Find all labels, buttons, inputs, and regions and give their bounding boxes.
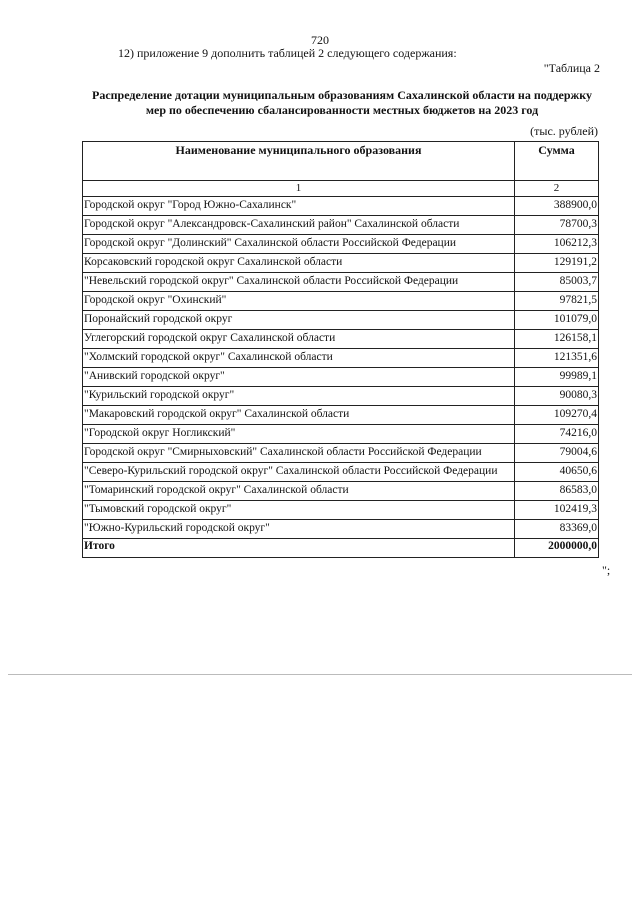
table-row <box>83 349 599 368</box>
municipality-name: "Северо-Курильский городской округ" Сахалинской области Российской Федерации <box>83 463 515 482</box>
municipality-amount: 78700,3 <box>515 216 599 235</box>
municipality-name: "Городской округ Ногликский" <box>83 425 515 444</box>
table-row <box>83 482 599 501</box>
distribution-table <box>82 141 599 558</box>
municipality-name: "Холмский городской округ" Сахалинской области <box>83 349 515 368</box>
municipality-name: "Макаровский городской округ" Сахалинской области <box>83 406 515 425</box>
municipality-amount: 129191,2 <box>515 254 599 273</box>
table-row <box>83 235 599 254</box>
table-row <box>83 387 599 406</box>
municipality-amount: 388900,0 <box>515 197 599 216</box>
table-row <box>83 520 599 539</box>
column-number-2: 2 <box>515 181 599 197</box>
column-number-1: 1 <box>83 181 515 197</box>
table-row <box>83 330 599 349</box>
municipality-amount: 102419,3 <box>515 501 599 520</box>
municipality-name: Городской округ "Город Южно-Сахалинск" <box>83 197 515 216</box>
table-row <box>83 444 599 463</box>
closing-quote: "; <box>602 563 611 577</box>
municipality-name: Углегорский городской округ Сахалинской области <box>83 330 515 349</box>
table-row <box>83 292 599 311</box>
total-label: Итого <box>83 539 515 558</box>
municipality-name: "Томаринский городской округ" Сахалинской области <box>83 482 515 501</box>
municipality-name: "Невельский городской округ" Сахалинской области Российской Федерации <box>83 273 515 292</box>
municipality-name: "Курильский городской округ" <box>83 387 515 406</box>
municipality-amount: 40650,6 <box>515 463 599 482</box>
municipality-amount: 126158,1 <box>515 330 599 349</box>
page-number: 720 <box>311 33 329 47</box>
table-row <box>83 501 599 520</box>
municipality-amount: 83369,0 <box>515 520 599 539</box>
table-heading: Распределение дотации муниципальным образованиям Сахалинской области на поддержку мер по обеспечению сбалансированности местных бюджетов на 2023 год <box>91 88 592 117</box>
municipality-name: "Анивский городской округ" <box>83 368 515 387</box>
column-header-amount: Сумма <box>515 142 599 181</box>
municipality-name: "Тымовский городской округ" <box>83 501 515 520</box>
municipality-name: Городской округ "Охинский" <box>83 292 515 311</box>
municipality-amount: 109270,4 <box>515 406 599 425</box>
municipality-amount: 86583,0 <box>515 482 599 501</box>
municipality-name: Городской округ "Александровск-Сахалинский район" Сахалинской области <box>83 216 515 235</box>
column-header-name: Наименование муниципального образования <box>83 142 515 181</box>
table-caption: "Таблица 2 <box>543 61 600 75</box>
municipality-amount: 121351,6 <box>515 349 599 368</box>
table-row <box>83 406 599 425</box>
municipality-amount: 90080,3 <box>515 387 599 406</box>
table-row <box>83 273 599 292</box>
table-row <box>83 425 599 444</box>
divider-line <box>8 674 632 675</box>
municipality-name: "Южно-Курильский городской округ" <box>83 520 515 539</box>
units-label: (тыс. рублей) <box>530 124 598 138</box>
municipality-name: Поронайский городской округ <box>83 311 515 330</box>
municipality-name: Корсаковский городской округ Сахалинской области <box>83 254 515 273</box>
municipality-amount: 79004,6 <box>515 444 599 463</box>
municipality-amount: 101079,0 <box>515 311 599 330</box>
municipality-amount: 106212,3 <box>515 235 599 254</box>
table-row <box>83 216 599 235</box>
table-row <box>83 463 599 482</box>
municipality-name: Городской округ "Смирныховский" Сахалинской области Российской Федерации <box>83 444 515 463</box>
table-row <box>83 254 599 273</box>
total-amount: 2000000,0 <box>515 539 599 558</box>
total-row <box>83 539 599 558</box>
table-row <box>83 368 599 387</box>
municipality-amount: 97821,5 <box>515 292 599 311</box>
municipality-amount: 99989,1 <box>515 368 599 387</box>
table-row <box>83 311 599 330</box>
table-row <box>83 197 599 216</box>
municipality-name: Городской округ "Долинский" Сахалинской области Российской Федерации <box>83 235 515 254</box>
municipality-amount: 74216,0 <box>515 425 599 444</box>
municipality-amount: 85003,7 <box>515 273 599 292</box>
intro-text: 12) приложение 9 дополнить таблицей 2 следующего содержания: <box>118 46 457 60</box>
